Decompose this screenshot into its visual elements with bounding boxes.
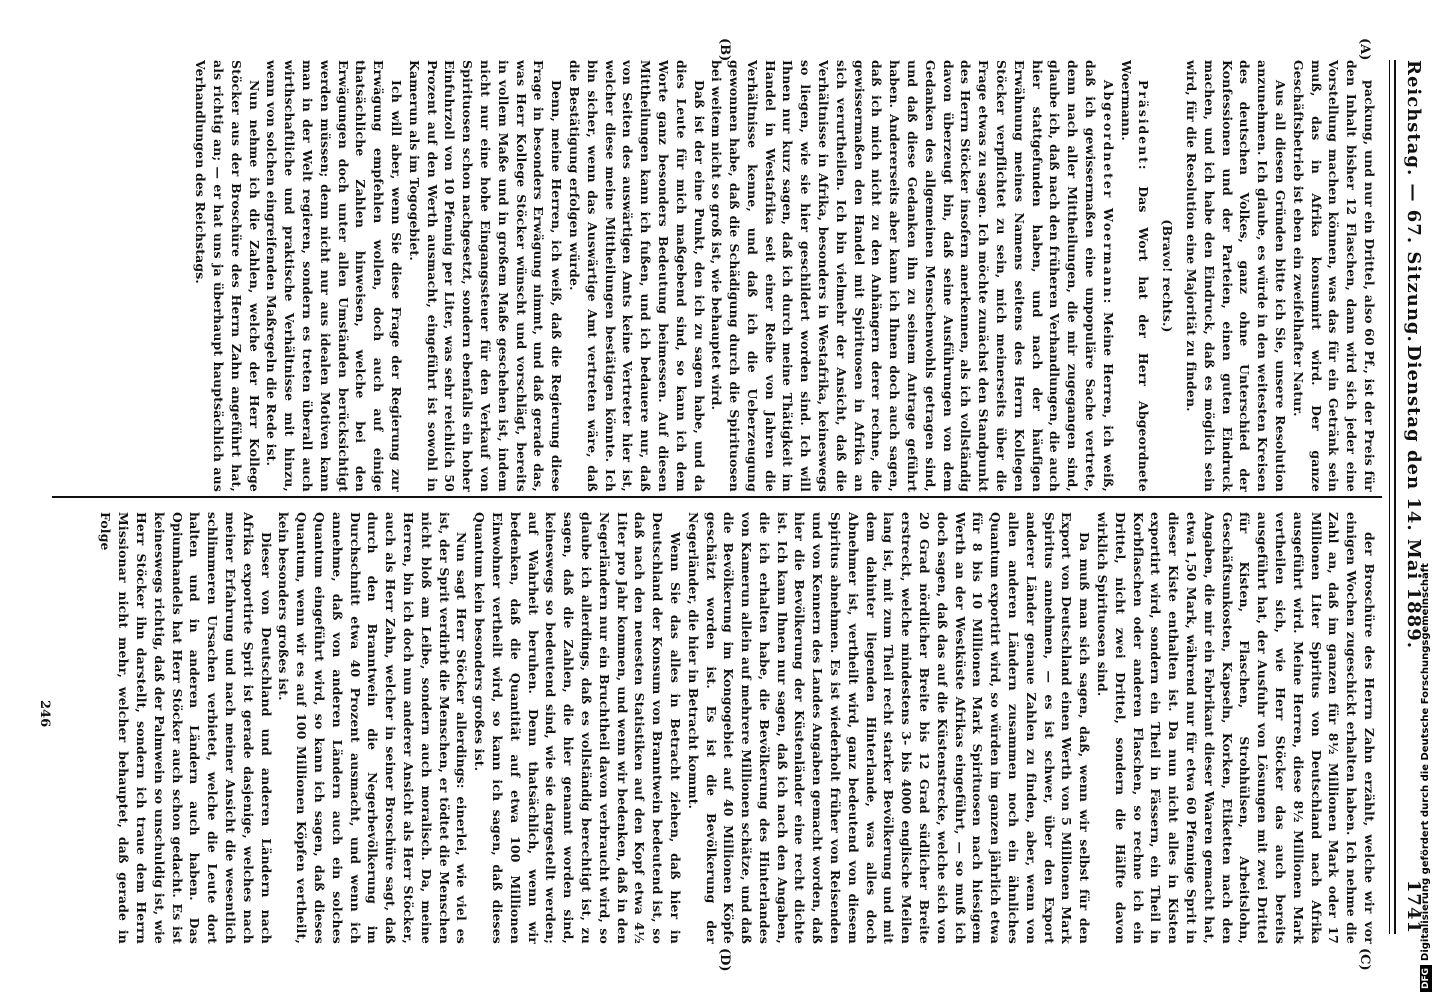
body-paragraph: Da muß man sich sagen, daß, wenn wir selbst für den Export von Deutschland einen Werth von 5 Millionen Mark Spiritus annehmen, — es ist schwer, über den Export anderer Länder genaue Zahlen zu finden, aber, wenn von allen anderen Ländern zusammen noch ein ähnliches Quantum exportirt wird, so würden im ganzen jährlich etwa für 8 bis 10 Millionen Mark Spirituosen nach hiesigem Werth an der Westküste Afrikas eingeführt, — so muß ich doch sagen, daß das auf die Küstenstrecke, welche sich von 20 Grad nördlicher Breite bis 12 Grad südlicher Breite erstreckt, welche mindestens 3- bis 4000 englische Meilen lang ist, mit zum Theil recht starker Bevölkerung und mit dem dahinter liegenden Hinterlande, was alles doch Abnehmer ist, vertheilt wird, ganz bedeutend von diesem Spiritus abnehmen. Es ist wiederholt früher von Reisenden und von Kennern des Landes Angaben gemacht worden, daß hier die Bevölkerung der Küstenländer eine recht dichte ist. Ich kann Ihnen nur sagen, daß ich nach den Angaben, die ich erhalten habe, die Bevölkerung des Hinterlandes von Kamerun allein auf mehrere Millionen schätze, und daß die Bevölkerung im Kongogebiet auf 40 Millionen Köpfe geschätzt worden ist. Es ist die Bevölkerung der Negerländer, die hier in Betracht kommt.: [685, 512, 1093, 944]
right-column: [68, 512, 1378, 944]
footer-page-number: 246: [37, 700, 52, 728]
body-paragraph: Nun nehme ich die Zahlen, welche der Herr Kollege Stöcker aus der Broschüre des Herrn Zahn angeführt hat, als richtig an; — er hat uns ja überhaupt hauptsächlich aus Verhandlungen des Reichstags.: [193, 60, 262, 492]
margin-mark-c: (C): [1357, 948, 1372, 971]
header-date: Dienstag den 14. Mai 1889.: [1403, 345, 1424, 649]
margin-mark-b: (B): [717, 38, 732, 62]
speech-paragraph: [708, 60, 1117, 492]
body-paragraph: Daß ist der eine Punkt, den ich zu sagen habe, und da dies Leute für mich maßgebend sind, so kann ich dem Worte ganz besonders Bedeutung beimessen. Auf diesen Mittheilungen kann ich fußen, und ich bedauere nur, daß von Seiten des auswärtigen Amts keine Vertreter hier ist, welcher diese meine Mittheilungen bestätigen könnte. Ich bin sicher, wenn das Auswärtige Amt vertreten wäre, daß die Bestätigung erfolgen würde.: [566, 60, 707, 492]
speech-text: Meine Herren, ich weiß, daß ich gewissermaßen eine unpopuläre Sache vertrete, denn nach aller Mittheilungen, die mir zugegangen sind, glaube ich, daß nach den früheren Verhandlungen, die auch hier stattgefunden haben, und nach der häufigen Erwähnung meines Namens seitens des Herrn Kollegen Stöcker verpflichtet zu sein, mich meinerseits über die Frage etwas zu sagen. Ich möchte zunächst den Standpunkt des Herrn Stöcker insofern anerkennen, als ich vollständig davon überzeugt bin, daß seine Ausführungen von dem Gedanken des allgemeinen Menschenwohls getragen sind, und daß diese Gedanken ihn zu seinem Antrage geführt haben. Andererseits aber kann ich Ihnen doch auch sagen, daß ich mich nicht zu den Anhängern derer rechne, die gewissermaßen den Handel mit Spirituosen in Afrika an sich verurtheilen. Ich bin vielmehr der Ansicht, daß die Verhältnisse in Afrika, besonders in Westafrika, keineswegs so liegen, wie sie hier geschildert worden sind. Ich will Ihnen nur kurz sagen, daß ich durch meine Thätigkeit im Handel in Westafrika seit einer Reihe von Jahren die Verhältnisse kenne, und daß ich die Ueberzeugung gewonnen habe, daß die Schädigung durch die Spirituosen bei weitem nicht so groß ist, wie behauptet wird.: [709, 60, 1116, 492]
body-paragraph: Ich will aber, wenn Sie diese Frage der Regierung zur Erwägung empfehlen wollen, doch auch auf einige thatsächliche Zahlen hinweisen, welche bei den Erwägungen doch unter allen Umständen berücksichtigt werden müssen; denn nicht nur aus idealen Motiven kann man in der Welt regieren, sondern es treten überall auch wirthschaftliche und praktische Verhältnisse mit hinzu, wenn von solchen eingreifenden Maßregeln die Rede ist.: [264, 60, 404, 492]
speaker-name: Präsident:: [1136, 80, 1152, 172]
speech-paragraph: [1117, 60, 1153, 492]
dfg-logo: DFG: [1420, 965, 1432, 992]
body-paragraph: Wenn Sie das alles in Betracht ziehen, daß hier in Deutschland der Konsum von Branntwein bedeutend ist, so daß nach den neuesten Statistiken auf den Kopf etwa 4½ Liter pro Jahr kommen, und wenn wir bedenken, daß in den Negerländern nur ein Bruchtheil davon verbraucht wird, so glaube ich allerdings, daß es vollständig berechtigt ist, zu sagen, daß die Zahlen, die hier genannt worden sind, keineswegs so bedeutend sind, wie sie dargestellt werden; auf Wahrheit beruhen. Denn thatsächlich, wenn wir bedenken, daß die Quantität auf etwa 100 Millionen Einwohner vertheilt wird, so kann ich sagen, daß dieses Quantum kein besonders großes ist.: [472, 512, 683, 944]
digitization-credit: [1416, 0, 1432, 1000]
body-paragraph: Denn, meine Herren, ich weiß, daß die Regierung diese Frage in besonders Erwägung nimmt, und daß gerade das, was Herr Kollege Stöcker wünscht und vorschlägt, bereits in vollem Maße und in großem Maße geschehen ist, indem nicht nur eine hohe Eingangssteuer für den Verkauf von Spirituosen schon nachgesetzt, sondern ebenfalls ein hoher Einfuhrzoll von 10 Pfennig per Liter, was sehr reichlich 50 Prozent auf den Werth ausmacht, eingeführt ist sowohl in Kamerun als im Togogebiet.: [406, 60, 565, 492]
body-paragraph: Nun sagt Herr Stöcker allerdings: einerlei, wie viel es ist, der Sprit verdirbt die Menschen, er tödtet die Menschen nicht bloß am Leibe, sondern auch moralisch. Da, meine Herren, bin ich doch nun anderer Ansicht als Herr Stöcker, auch als Herr Zahn, welcher in seiner Broschüre sagt, daß durch den Branntwein die Negerbevölkerung im Durchschnitt etwa 40 Prozent ausmacht, und wenn ich annehme, daß von anderen Ländern auch ein solches Quantum eingeführt wird, so kann ich sagen, daß dieses Quantum, wenn wir es auf 100 Millionen Köpfen vertheilt, kein besonders großes ist.: [276, 512, 470, 944]
body-paragraph: der Broschüre des Herrn Zahn erzählt, welche wir vor einigen Wochen zugeschickt erhalten haben. Ich nehme die Zahl an, daß im ganzen für 8½ Millionen Mark oder 17 Millionen Liter Spiritus von Deutschland nach Afrika ausgeführt wird. Meine Herren, diese 8½ Millionen Mark vertheilen sich, wie Herr Stöcker das auch bereits ausgeführt hat, der Ausfuhr von Lösungen mit zwei Drittel für Kisten, Flaschen, Strohhülsen, Arbeitslohn, Geschäftsunkosten, Kapseln, Korken, Etiketten nach den Angaben, die mir ein Fabrikant dieser Waaren gemacht hat, etwa 1,50 Mark, während nur für etwa 60 Pfennige Sprit in dieser Kiste enthalten ist. Da nun nicht alles in Kisten exportirt wird, sondern ein Theil in Fässern, ein Theil in Korbflaschen oder anderen Flaschen, so rechne ich ein Drittel, nicht zwei Drittel, sondern die Hälfte davon wirklich Spirituosen sind.: [1095, 512, 1377, 944]
body-paragraph: Dieser von Deutschland und anderen Ländern nach Afrika exportirte Sprit ist gerade dasjenige, welches nach meiner Erfahrung und nach meiner Ansicht die wesentlich schlimmeren Ursachen verbietet, welche die Leute dort halten und in anderen Ländern auch haben. Das Opiumhandels hat Herr Stöcker auch schon gedacht. Es ist keineswegs richtig, daß der Palmwein so unschuldig ist, wie Herr Stöcker ihn darstellt, sondern ich traue dem Herrn Missionar nicht mehr, welcher behauptet, daß gerade in Folge: [98, 512, 274, 944]
stage-direction: (Bravo! rechts.): [1160, 219, 1176, 333]
body-paragraph: Aus all diesen Gründen bitte ich Sie, unsere Resolution anzunehmen. Ich glaube, es würde in den weitesten Kreisen des deutschen Volkes, ganz ohne Unterschied der Konfessionen und der Parteien, einen guten Eindruck machen, und ich habe den Eindruck, daß es möglich sein wird, für die Resolution eine Majorität zu finden.: [1184, 60, 1289, 492]
speaker-name: Abgeordneter Woermann:: [1100, 80, 1116, 306]
speech-text: Das Wort hat der Herr Abgeordnete Woermann.: [1118, 60, 1152, 492]
header-session: Reichstag. — 67. Sitzung.: [1403, 60, 1424, 343]
credit-text: Digitalisierung gefördert durch die Deutsche Forschungsgemeinschaft: [1420, 563, 1431, 961]
header-page-number: 1741: [1403, 879, 1424, 934]
column-divider: [52, 496, 1382, 498]
left-column: [68, 60, 1378, 492]
margin-mark-a: (A): [1357, 38, 1372, 61]
header-rule-thick: [1394, 60, 1396, 934]
header-rule-thin: [1389, 60, 1390, 934]
body-paragraph: packung, und nur ein Drittel, also 60 Pf., ist der Preis für den Inhalt bisher 12 Flaschen, dann wird sich jeder eine Vorstellung machen können, was das für ein Getränk sein muß, das in Afrika konsumirt wird. Der ganze Geschäftsbetrieb ist eben ein zweifelhafter Natur.: [1290, 60, 1377, 492]
margin-mark-d: (D): [717, 948, 732, 972]
